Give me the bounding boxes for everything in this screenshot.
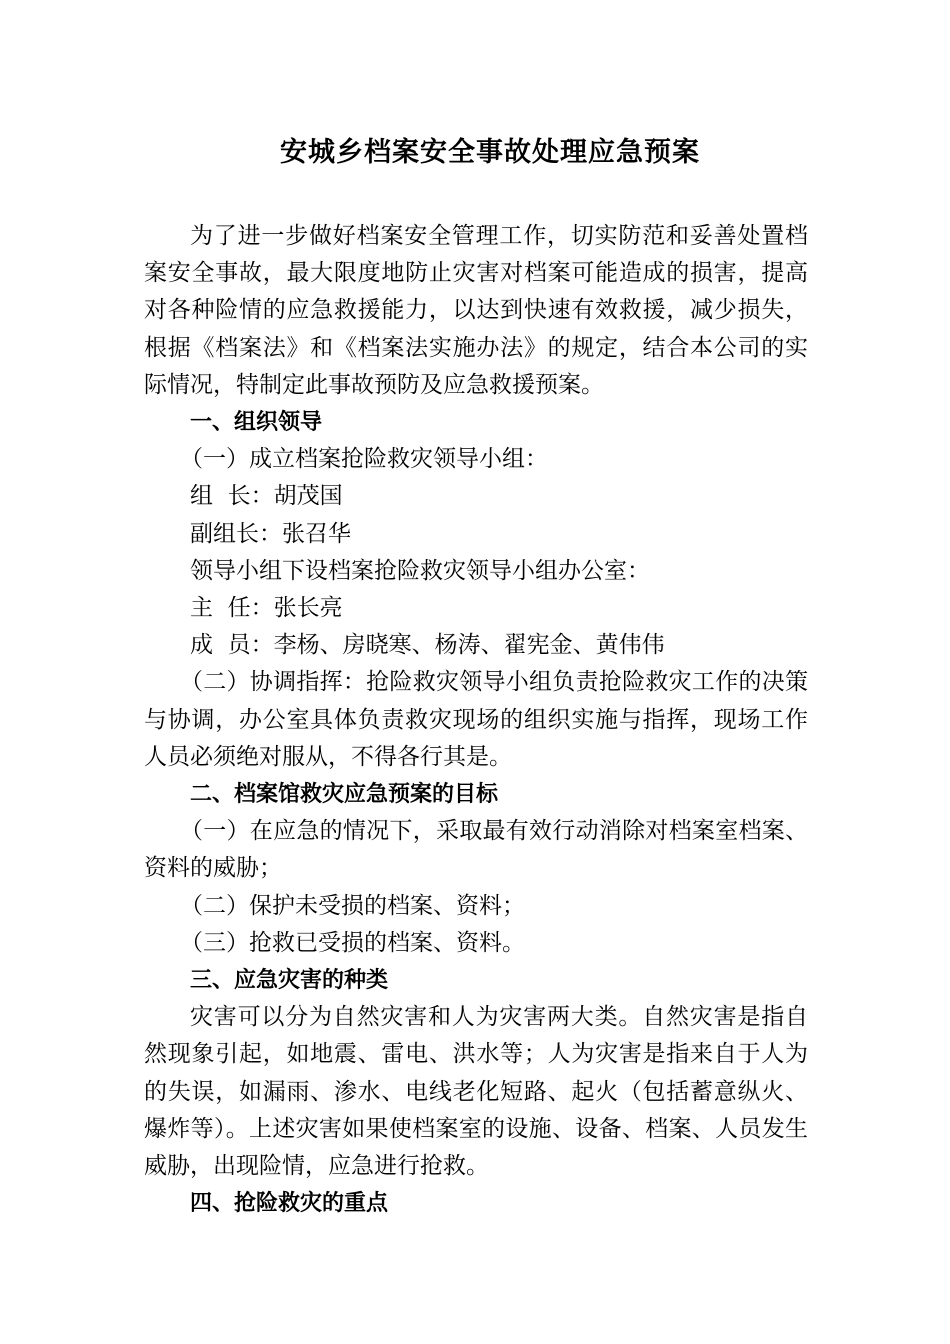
section-4-heading: 四、抢险救灾的重点 <box>190 1191 389 1217</box>
section-1-heading: 一、组织领导 <box>190 410 323 436</box>
section-1-sub1: （一）成立档案抢险救灾领导小组： <box>180 446 548 473</box>
office-line: 领导小组下设档案抢险救灾领导小组办公室： <box>190 557 650 584</box>
section-2-item3: （三）抢救已受损的档案、资料。 <box>180 929 525 956</box>
intro-paragraph: 为了进一步做好档案安全管理工作，切实防范和妥善处置档案安全事故，最大限度地防止灾害对档案可能造成的损害，提高对各种险情的应急救援能力，以达到快速有效救援，减少损失，根据《档案法》和《档案法实施办法》的规定，结合本公司的实际情况，特制定此事故预防及应急救援预案。 <box>144 223 808 398</box>
section-3-body: 灾害可以分为自然灾害和人为灾害两大类。自然灾害是指自然现象引起，如地震、雷电、洪水等；人为灾害是指来自于人为的失误，如漏雨、渗水、电线老化短路、起火（包括蓄意纵火、爆炸等）。上述灾害如果使档案室的设施、设备、档案、人员发生威胁，出现险情，应急进行抢救。 <box>144 1004 808 1180</box>
section-2-item1: （一）在应急的情况下，采取最有效行动消除对档案室档案、资料的威胁； <box>144 818 808 882</box>
members-line: 成 员：李杨、房晓寒、杨涛、翟宪金、黄伟伟 <box>190 632 665 659</box>
section-3-heading: 三、应急灾害的种类 <box>190 968 389 994</box>
section-2-heading: 二、档案馆救灾应急预案的目标 <box>190 782 499 808</box>
section-1-sub2: （二）协调指挥：抢险救灾领导小组负责抢险救灾工作的决策与协调，办公室具体负责救灾现场的组织实施与指挥，现场工作人员必须绝对服从，不得各行其是。 <box>144 669 808 770</box>
leader-line: 组 长：胡茂国 <box>190 483 343 510</box>
director-line: 主 任：张长亮 <box>190 595 343 622</box>
document-title: 安城乡档案安全事故处理应急预案 <box>280 137 700 168</box>
deputy-line: 副组长：张召华 <box>190 520 351 547</box>
section-2-item2: （二）保护未受损的档案、资料； <box>180 892 525 919</box>
document-body <box>144 218 808 1222</box>
